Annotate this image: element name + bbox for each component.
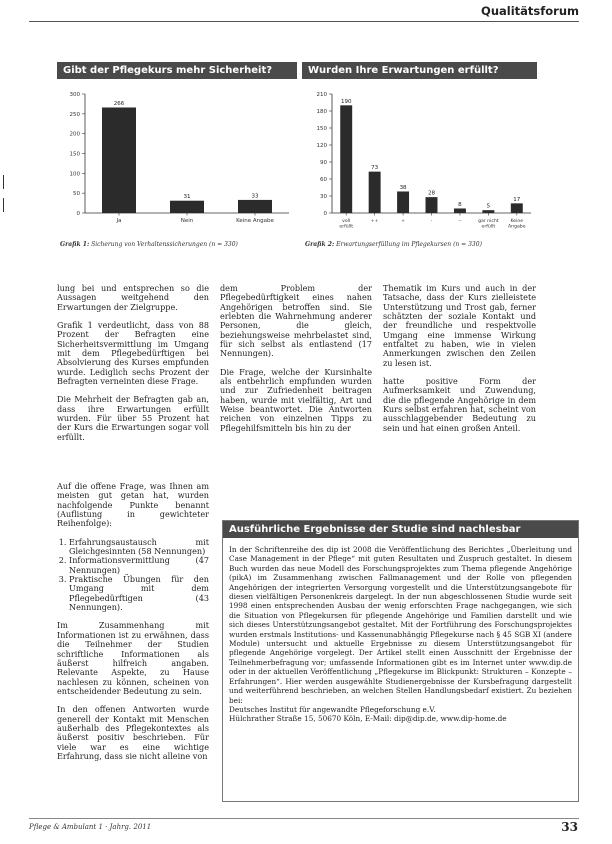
category-label: +: [401, 219, 406, 224]
category-label: Ja: [116, 218, 122, 224]
paragraph: In den offenen Antworten wurde generell der Kontakt mit Menschen außerhalb des Pflegekontextes als äußerst positiv beschrieben. Für viele war es eine wichtige Erfahrung, dass sie nicht alleine von: [57, 704, 209, 761]
y-tick-label: 90: [320, 160, 327, 166]
bar: [454, 208, 466, 213]
bar: [426, 197, 438, 213]
figure2-caption-text: Erwartungserfüllung im Pflegekursen (n = 330): [336, 241, 482, 248]
data-label: 28: [428, 190, 435, 197]
paragraph: Auf die offene Frage, was Ihnen am meisten gut getan hat, wurden nachfolgende Punkte benannt (Auflistung in gewichteter Reihenfolge):: [57, 481, 209, 529]
bar: [102, 107, 136, 213]
figure1-chart: [57, 80, 297, 235]
y-tick-label: 120: [316, 143, 327, 149]
paragraph: lung bei und entsprechen so die Aussagen weitgehend den Erwartungen der Zielgruppe.: [57, 283, 209, 312]
figure2-caption: [305, 241, 545, 248]
figure1-caption-text: Sicherung von Verhaltenssicherungen (n = 330): [91, 241, 238, 248]
paragraph: Grafik 1 verdeutlicht, dass von 88 Prozent der Befragten eine Sicherheitsvermittlung im Umgang mit dem Pflegebedürftigen bei Absolvierung des Kurses empfunden wurde. Lediglich sechs Prozent der Befragten verneinten diese Frage.: [57, 320, 209, 387]
data-label: 73: [371, 165, 379, 172]
column3: [383, 284, 536, 442]
paragraph: Die Frage, welche der Kursinhalte als entbehrlich empfunden wurden und zur Zufriedenheit beitragen haben, wurde mit vielfältig, Art und Weise beantwortet. Die Antworten reichen von einzelnen Tipps zu Pflegehilfsmitteln bis hin zu der: [220, 366, 372, 433]
results-address: Hülchrather Straße 15, 50670 Köln, E-Mail: dip@dip.de, www.dip-home.de: [229, 714, 507, 724]
data-label: 266: [113, 100, 125, 107]
margin-mark: [3, 198, 4, 212]
data-label: 8: [458, 201, 462, 208]
list-item: 3. Praktische Übungen für den Umgang mit dem Pflegebedürftigen (43 Nennungen).: [69, 575, 209, 612]
category-label: --: [458, 219, 462, 224]
paragraph: dem Problem der Pflegebedürftigkeit eines nahen Angehörigen betroffen sind. Sie erlebten die Wahrnehmung anderer Personen, die gleich, beziehungsweise mehrbelastet sind, für sich selbst als entlastend (17 Nennungen).: [220, 283, 372, 359]
data-label: 5: [486, 203, 491, 210]
column1-bottom: [57, 482, 209, 770]
list-item: 1. Erfahrungsaustausch mit Gleichgesinnten (58 Nennungen): [69, 538, 209, 557]
bar: [511, 203, 523, 213]
column1-top: [57, 284, 209, 451]
margin-mark: [3, 175, 4, 189]
y-tick-label: 300: [69, 92, 80, 98]
results-box: [222, 520, 579, 802]
figure2-chart: [302, 80, 537, 235]
category-label: voll erfüllt: [339, 219, 354, 230]
results-box-title: Ausführliche Ergebnisse der Studie sind nachlesbar: [223, 521, 578, 538]
y-tick-label: 50: [73, 191, 80, 198]
y-tick-label: 150: [316, 126, 327, 132]
category-label: gar nicht erfüllt: [478, 219, 499, 230]
figure1-caption: [60, 241, 300, 248]
bar: [397, 191, 409, 213]
paragraph: hatte positive Form der Aufmerksamkeit und Zuwendung, die die pflegende Angehörige in dem Kurs selbst erfahren hat, scheint von ausschlaggebender Bedeutung zu sein und hat einen großen Anteil.: [383, 376, 536, 433]
category-label: Keine Angabe: [508, 219, 526, 230]
footer-rule: [29, 818, 579, 819]
paragraph: Thematik im Kurs und auch in der Tatsache, dass der Kurs zielleistete Unterstützung und Trost gab, ferner schätzten der soziale Kontakt und der freundliche und respektvolle Umgang eine immense Wirkung entfaltet zu haben, wie in vielen Anmerkungen zwischen den Zeilen zu lesen ist.: [383, 283, 536, 368]
category-label: Nein: [180, 218, 194, 224]
y-tick-label: 150: [69, 151, 80, 158]
data-label: 31: [183, 194, 191, 201]
bar: [369, 172, 381, 213]
category-label: Keine Angabe: [236, 218, 274, 224]
data-label: 17: [513, 196, 521, 203]
y-tick-label: 30: [320, 194, 327, 200]
page-header: [29, 0, 579, 24]
paragraph: Im Zusammenhang mit Informationen ist zu erwähnen, dass die Teilnehmer der Studien schriftliche Informationen als äußerst hilfreich angaben. Relevante Aspekte, zu Hause nachlesen zu können, scheinen von entscheidender Bedeutung zu sein.: [57, 620, 209, 696]
data-label: 33: [251, 193, 259, 200]
figure2-caption-label: Grafik 2:: [305, 241, 335, 248]
figure1-title: Gibt der Pflegekurs mehr Sicherheit?: [57, 62, 297, 79]
header-rule: [29, 21, 579, 22]
paragraph: Die Mehrheit der Befragten gab an, dass ihre Erwartungen erfüllt wurden. Für über 55 Prozent hat der Kurs die Erwartungen sogar voll erfüllt.: [57, 394, 209, 442]
y-tick-label: 210: [316, 92, 327, 98]
data-label: 190: [340, 98, 352, 105]
y-tick-label: 0: [76, 211, 80, 217]
figure1-svg: [57, 80, 297, 235]
figure2-title: Wurden Ihre Erwartungen erfüllt?: [302, 62, 537, 79]
y-tick-label: 250: [69, 111, 80, 118]
list-item: 2. Informationsvermittlung (47 Nennungen): [69, 556, 209, 575]
y-tick-label: 100: [69, 171, 80, 178]
data-label: 38: [399, 184, 407, 191]
bar: [340, 105, 352, 213]
y-tick-label: 60: [320, 177, 327, 183]
figure2-svg: [302, 80, 537, 235]
y-tick-label: 0: [323, 211, 327, 217]
results-box-text: [229, 545, 572, 724]
bar: [170, 201, 204, 213]
bar: [482, 210, 494, 213]
category-label: -: [430, 219, 433, 224]
column2: [220, 284, 372, 442]
bar: [238, 200, 272, 213]
figure1-caption-label: Grafik 1:: [60, 241, 90, 248]
category-label: ++: [370, 219, 379, 224]
ranked-list: [57, 538, 209, 613]
journal-name: Pflege & Ambulant 1 · Jahrg. 2011: [29, 823, 152, 831]
section-title: Qualitätsforum: [481, 4, 579, 18]
y-tick-label: 200: [69, 131, 80, 138]
y-tick-label: 180: [316, 109, 327, 115]
results-org: Deutsches Institut für angewandte Pflegeforschung e.V.: [229, 704, 436, 714]
page-number: 33: [561, 820, 578, 834]
results-body: In der Schriftenreihe des dip ist 2008 die Veröffentlichung des Berichtes „Überleitung und Case Management in der Pflege“ mit guten Resultaten und Zuspruch gestaltet. In diesem Buch wurden das neue Modell des Forschungsprojektes zum Thema pflegende Angehörige (pikA) im Zusammenhang zwischen Fallmanagement und der Rolle von pflegenden Angehörigen der integrierten Versorgung vorgestellt und die Unterstützungsangebote für diesen vielfältigen Personenkreis dargelegt. In der nun abgeschlossenen Studie wurde seit 1998 einen entsprechenden Ausbau der wenig erforschten Frage nachgegangen, wie sich die Situation von Pflegekursen für pflegende Angehörige und Familien darstellt und wie sich dieses Unterstützungsangebot gestaltet. Mit der Fortführung des Forschungsprojektes wurden erstmals Institutions- und Kassenunabhängig Pflegekurse nach § 45 SGB XI (andere Module) untersucht und aktuelle Ergebnisse zu diesem Unterstützungsangebot für pflegende Angehörige vorgelegt. Der Artikel stellt einen Ausschnitt der Ergebnisse der Teilnehmerbefragung vor; umfassende Informationen gibt es im Internet unter www.dip.de oder in der aktuellen Veröffentlichung „Pflegekurse im Blickpunkt: Strukturen – Konzepte – Erfahrungen“. Hier werden ausgewählte Studienergebnisse der Kursbefragung dargestellt und weiterführend beschrieben, an welchen Stellen Handlungsbedarf existiert. Zu beziehen bei:: [229, 545, 572, 705]
